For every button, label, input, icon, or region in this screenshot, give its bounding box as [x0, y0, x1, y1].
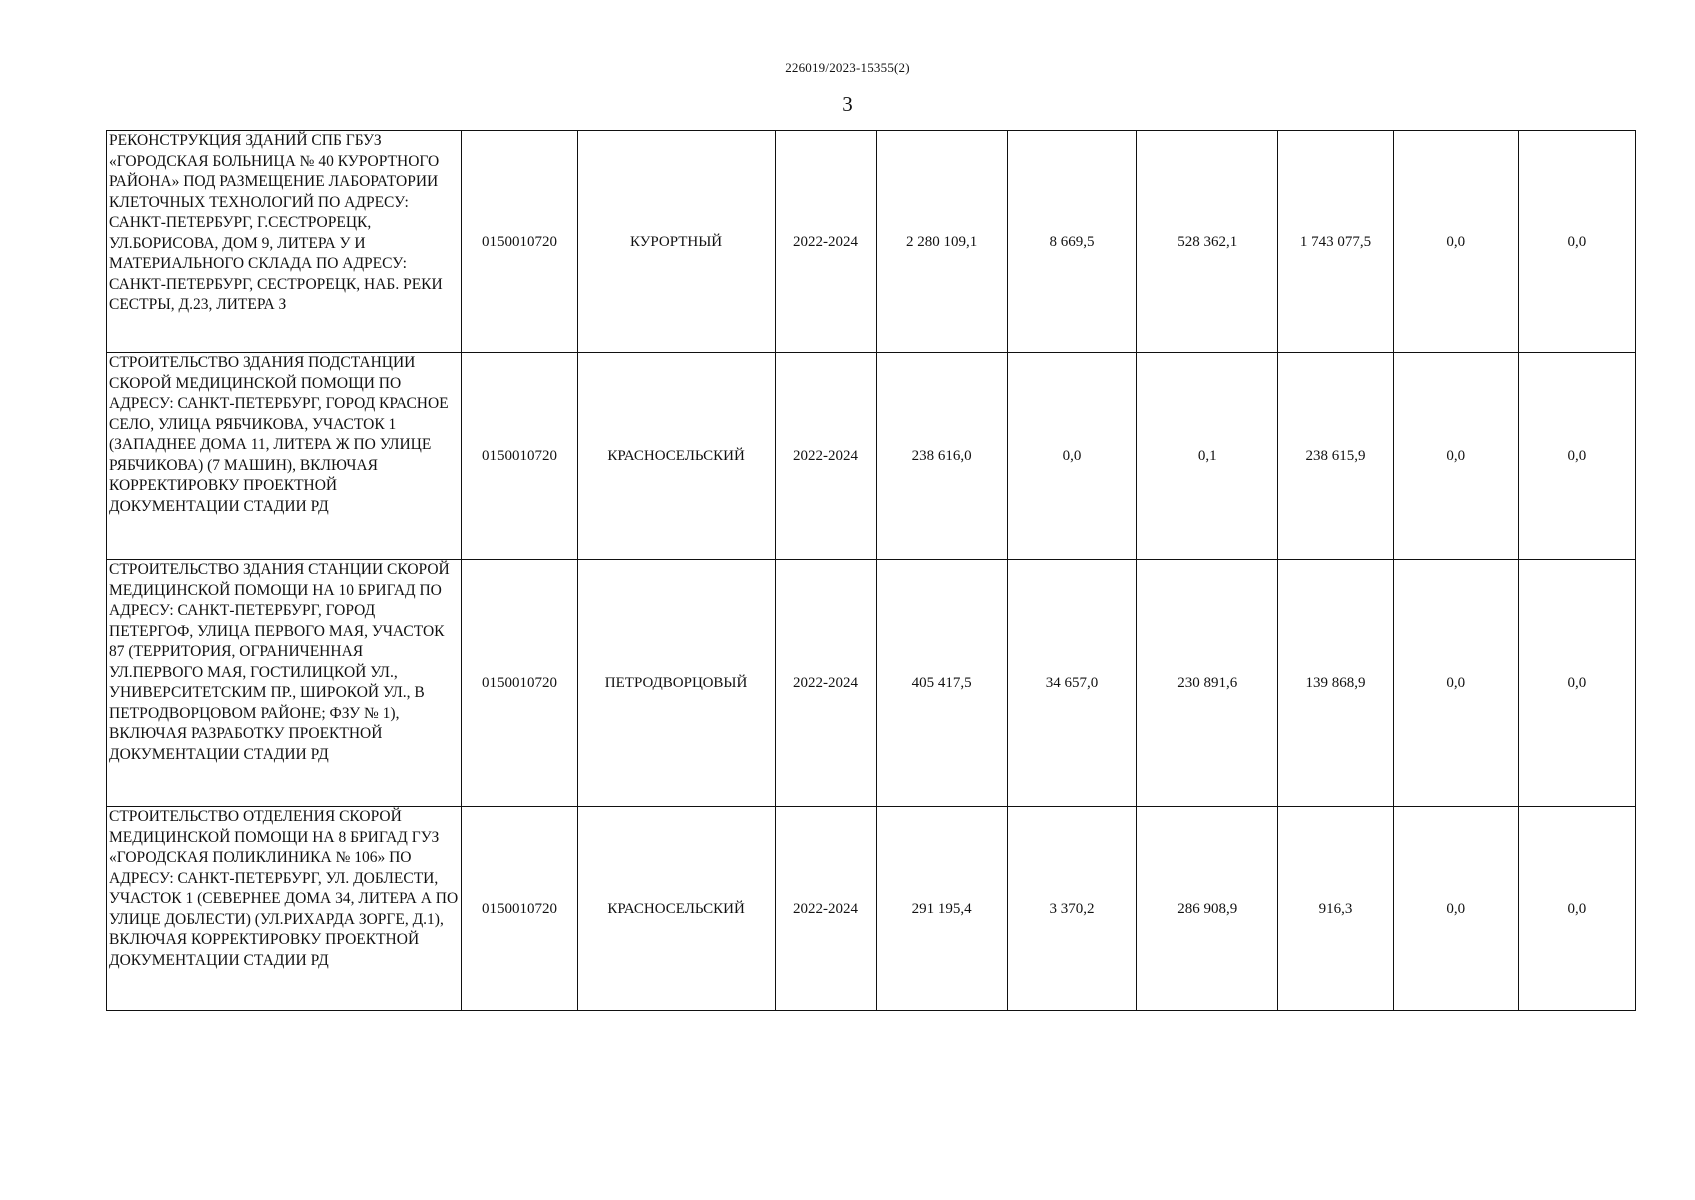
amount-cell: 916,3 — [1278, 807, 1393, 1011]
amount-cell: 238 615,9 — [1278, 353, 1393, 560]
amount-cell: 139 868,9 — [1278, 560, 1393, 807]
district-name: КРАСНОСЕЛЬСКИЙ — [577, 807, 775, 1011]
amount-cell: 528 362,1 — [1137, 131, 1278, 353]
object-description: СТРОИТЕЛЬСТВО ЗДАНИЯ ПОДСТАНЦИИ СКОРОЙ МЕДИЦИНСКОЙ ПОМОЩИ ПО АДРЕСУ: САНКТ-ПЕТЕРБУРГ, ГОРОД КРАСНОЕ СЕЛО, УЛИЦА РЯБЧИКОВА, УЧАСТОК 1 (ЗАПАДНЕЕ ДОМА 11, ЛИТЕРА Ж ПО УЛИЦЕ РЯБЧИКОВА) (7 МАШИН), ВКЛЮЧАЯ КОРРЕКТИРОВКУ ПРОЕКТНОЙ ДОКУМЕНТАЦИИ СТАДИИ РД — [107, 353, 462, 560]
amount-cell: 0,0 — [1518, 560, 1635, 807]
table-row — [107, 560, 1636, 807]
total-cost: 291 195,4 — [876, 807, 1007, 1011]
budget-code: 0150010720 — [462, 131, 577, 353]
amount-cell: 0,0 — [1393, 353, 1518, 560]
budget-code: 0150010720 — [462, 353, 577, 560]
period: 2022-2024 — [775, 560, 876, 807]
table-row — [107, 131, 1636, 353]
amount-cell: 0,0 — [1007, 353, 1136, 560]
amount-cell: 0,1 — [1137, 353, 1278, 560]
budget-code: 0150010720 — [462, 807, 577, 1011]
amount-cell: 1 743 077,5 — [1278, 131, 1393, 353]
period: 2022-2024 — [775, 131, 876, 353]
amount-cell: 3 370,2 — [1007, 807, 1136, 1011]
table-row — [107, 807, 1636, 1011]
district-name: КРАСНОСЕЛЬСКИЙ — [577, 353, 775, 560]
document-number: 226019/2023-15355(2) — [785, 60, 910, 75]
amount-cell: 8 669,5 — [1007, 131, 1136, 353]
investment-table — [106, 130, 1636, 1011]
total-cost: 405 417,5 — [876, 560, 1007, 807]
amount-cell: 0,0 — [1518, 131, 1635, 353]
amount-cell: 286 908,9 — [1137, 807, 1278, 1011]
object-description: РЕКОНСТРУКЦИЯ ЗДАНИЙ СПБ ГБУЗ «ГОРОДСКАЯ БОЛЬНИЦА № 40 КУРОРТНОГО РАЙОНА» ПОД РАЗМЕЩЕНИЕ ЛАБОРАТОРИИ КЛЕТОЧНЫХ ТЕХНОЛОГИЙ ПО АДРЕСУ: САНКТ-ПЕТЕРБУРГ, Г.СЕСТРОРЕЦК, УЛ.БОРИСОВА, ДОМ 9, ЛИТЕРА У И МАТЕРИАЛЬНОГО СКЛАДА ПО АДРЕСУ: САНКТ-ПЕТЕРБУРГ, СЕСТРОРЕЦК, НАБ. РЕКИ СЕСТРЫ, Д.23, ЛИТЕРА З — [107, 131, 462, 353]
object-description: СТРОИТЕЛЬСТВО ЗДАНИЯ СТАНЦИИ СКОРОЙ МЕДИЦИНСКОЙ ПОМОЩИ НА 10 БРИГАД ПО АДРЕСУ: САНКТ-ПЕТЕРБУРГ, ГОРОД ПЕТЕРГОФ, УЛИЦА ПЕРВОГО МАЯ, УЧАСТОК 87 (ТЕРРИТОРИЯ, ОГРАНИЧЕННАЯ УЛ.ПЕРВОГО МАЯ, ГОСТИЛИЦКОЙ УЛ., УНИВЕРСИТЕТСКИМ ПР., ШИРОКОЙ УЛ., В ПЕТРОДВОРЦОВОМ РАЙОНЕ; ФЗУ № 1), ВКЛЮЧАЯ РАЗРАБОТКУ ПРОЕКТНОЙ ДОКУМЕНТАЦИИ СТАДИИ РД — [107, 560, 462, 807]
amount-cell: 0,0 — [1393, 131, 1518, 353]
table-row — [107, 353, 1636, 560]
budget-code: 0150010720 — [462, 560, 577, 807]
page-number: 3 — [842, 92, 853, 116]
object-description: СТРОИТЕЛЬСТВО ОТДЕЛЕНИЯ СКОРОЙ МЕДИЦИНСКОЙ ПОМОЩИ НА 8 БРИГАД ГУЗ «ГОРОДСКАЯ ПОЛИКЛИНИКА № 106» ПО АДРЕСУ: САНКТ-ПЕТЕРБУРГ, УЛ. ДОБЛЕСТИ, УЧАСТОК 1 (СЕВЕРНЕЕ ДОМА 34, ЛИТЕРА А ПО УЛИЦЕ ДОБЛЕСТИ) (УЛ.РИХАРДА ЗОРГЕ, Д.1), ВКЛЮЧАЯ КОРРЕКТИРОВКУ ПРОЕКТНОЙ ДОКУМЕНТАЦИИ СТАДИИ РД — [107, 807, 462, 1011]
total-cost: 2 280 109,1 — [876, 131, 1007, 353]
amount-cell: 230 891,6 — [1137, 560, 1278, 807]
amount-cell: 34 657,0 — [1007, 560, 1136, 807]
amount-cell: 0,0 — [1518, 353, 1635, 560]
amount-cell: 0,0 — [1393, 807, 1518, 1011]
district-name: ПЕТРОДВОРЦОВЫЙ — [577, 560, 775, 807]
amount-cell: 0,0 — [1393, 560, 1518, 807]
period: 2022-2024 — [775, 353, 876, 560]
district-name: КУРОРТНЫЙ — [577, 131, 775, 353]
amount-cell: 0,0 — [1518, 807, 1635, 1011]
period: 2022-2024 — [775, 807, 876, 1011]
total-cost: 238 616,0 — [876, 353, 1007, 560]
